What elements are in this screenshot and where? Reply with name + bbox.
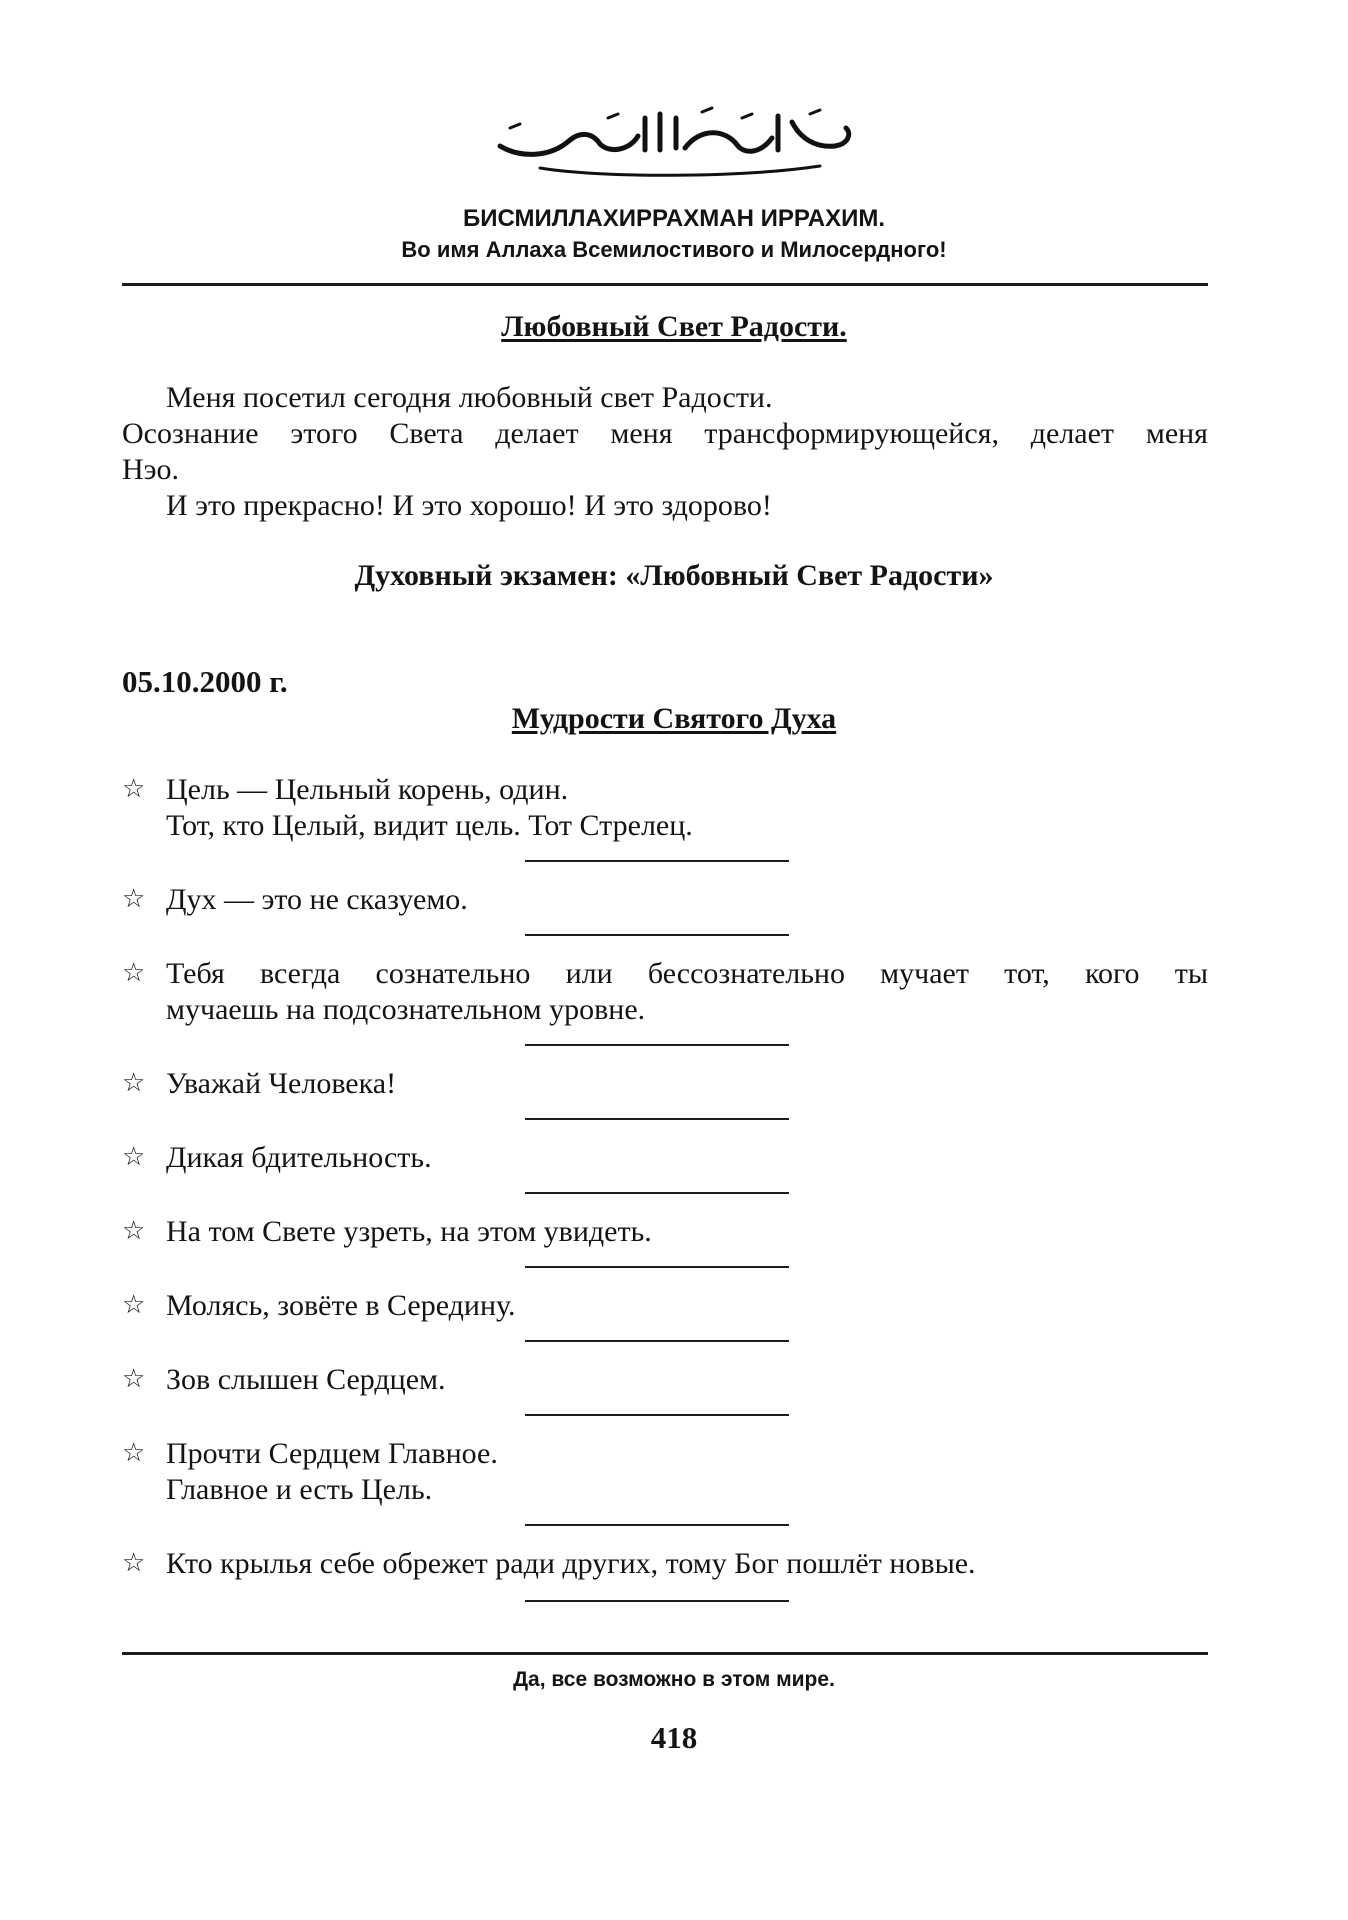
star-icon: ☆ [122, 1068, 146, 1098]
item-line: Тебя всегда сознательно или бессознательно мучает тот, кого ты [166, 957, 1208, 990]
star-icon: ☆ [122, 1548, 146, 1578]
footer-motto: Да, все возможно в этом мире. [513, 1668, 835, 1691]
star-icon: ☆ [122, 774, 146, 804]
item-line: Уважай Человека! [166, 1067, 397, 1100]
paragraph-2-line-1: Осознание этого Света делает меня трансформирующейся, делает меня [122, 417, 1208, 450]
item-line: Главное и есть Цель. [166, 1473, 433, 1506]
paragraph-2-line-2: Нэо. [122, 453, 180, 486]
item-line: Молясь, зовёте в Середину. [166, 1289, 516, 1322]
wisdom-title: Мудрости Святого Духа [511, 702, 837, 735]
star-icon: ☆ [122, 1364, 146, 1394]
star-icon: ☆ [122, 958, 146, 988]
arabic-calligraphy-logo [480, 88, 860, 188]
item-line: Прочти Сердцем Главное. [166, 1437, 498, 1470]
paragraph-3: И это прекрасно! И это хорошо! И это здорово! [166, 489, 772, 522]
item-separator [525, 934, 789, 936]
item-line: На том Свете узреть, на этом увидеть. [166, 1215, 652, 1248]
star-icon: ☆ [122, 1290, 146, 1320]
header-line-2: Во имя Аллаха Всемилостивого и Милосердного! [401, 237, 947, 262]
item-line: Кто крылья себе обрежет ради других, тому Бог пошлёт новые. [166, 1547, 976, 1580]
footer-divider [122, 1652, 1208, 1655]
section-title: Любовный Свет Радости. [501, 310, 847, 343]
item-line: Дух — это не сказуемо. [166, 883, 468, 916]
item-separator [525, 1266, 789, 1268]
item-line: Зов слышен Сердцем. [166, 1363, 446, 1396]
header-divider [122, 283, 1208, 286]
star-icon: ☆ [122, 1142, 146, 1172]
star-icon: ☆ [122, 884, 146, 914]
item-separator [525, 1600, 789, 1602]
item-line: Тот, кто Целый, видит цель. Тот Стрелец. [166, 809, 693, 842]
star-icon: ☆ [122, 1438, 146, 1468]
star-icon: ☆ [122, 1216, 146, 1246]
item-separator [525, 1044, 789, 1046]
item-separator [525, 1524, 789, 1526]
item-separator [525, 1118, 789, 1120]
item-line: мучаешь на подсознательном уровне. [166, 993, 646, 1026]
entry-date: 05.10.2000 г. [122, 664, 288, 699]
header-line-1: БИСМИЛЛАХИРРАХМАН ИРРАХИМ. [462, 205, 885, 232]
item-line: Дикая бдительность. [166, 1141, 432, 1174]
item-line: Цель — Цельный корень, один. [166, 773, 569, 806]
paragraph-1: Меня посетил сегодня любовный свет Радости. [166, 381, 773, 414]
item-separator [525, 1414, 789, 1416]
item-separator [525, 1192, 789, 1194]
item-separator [525, 1340, 789, 1342]
page-number: 418 [650, 1720, 698, 1755]
item-separator [525, 860, 789, 862]
exam-heading: Духовный экзамен: «Любовный Свет Радости» [354, 559, 994, 592]
